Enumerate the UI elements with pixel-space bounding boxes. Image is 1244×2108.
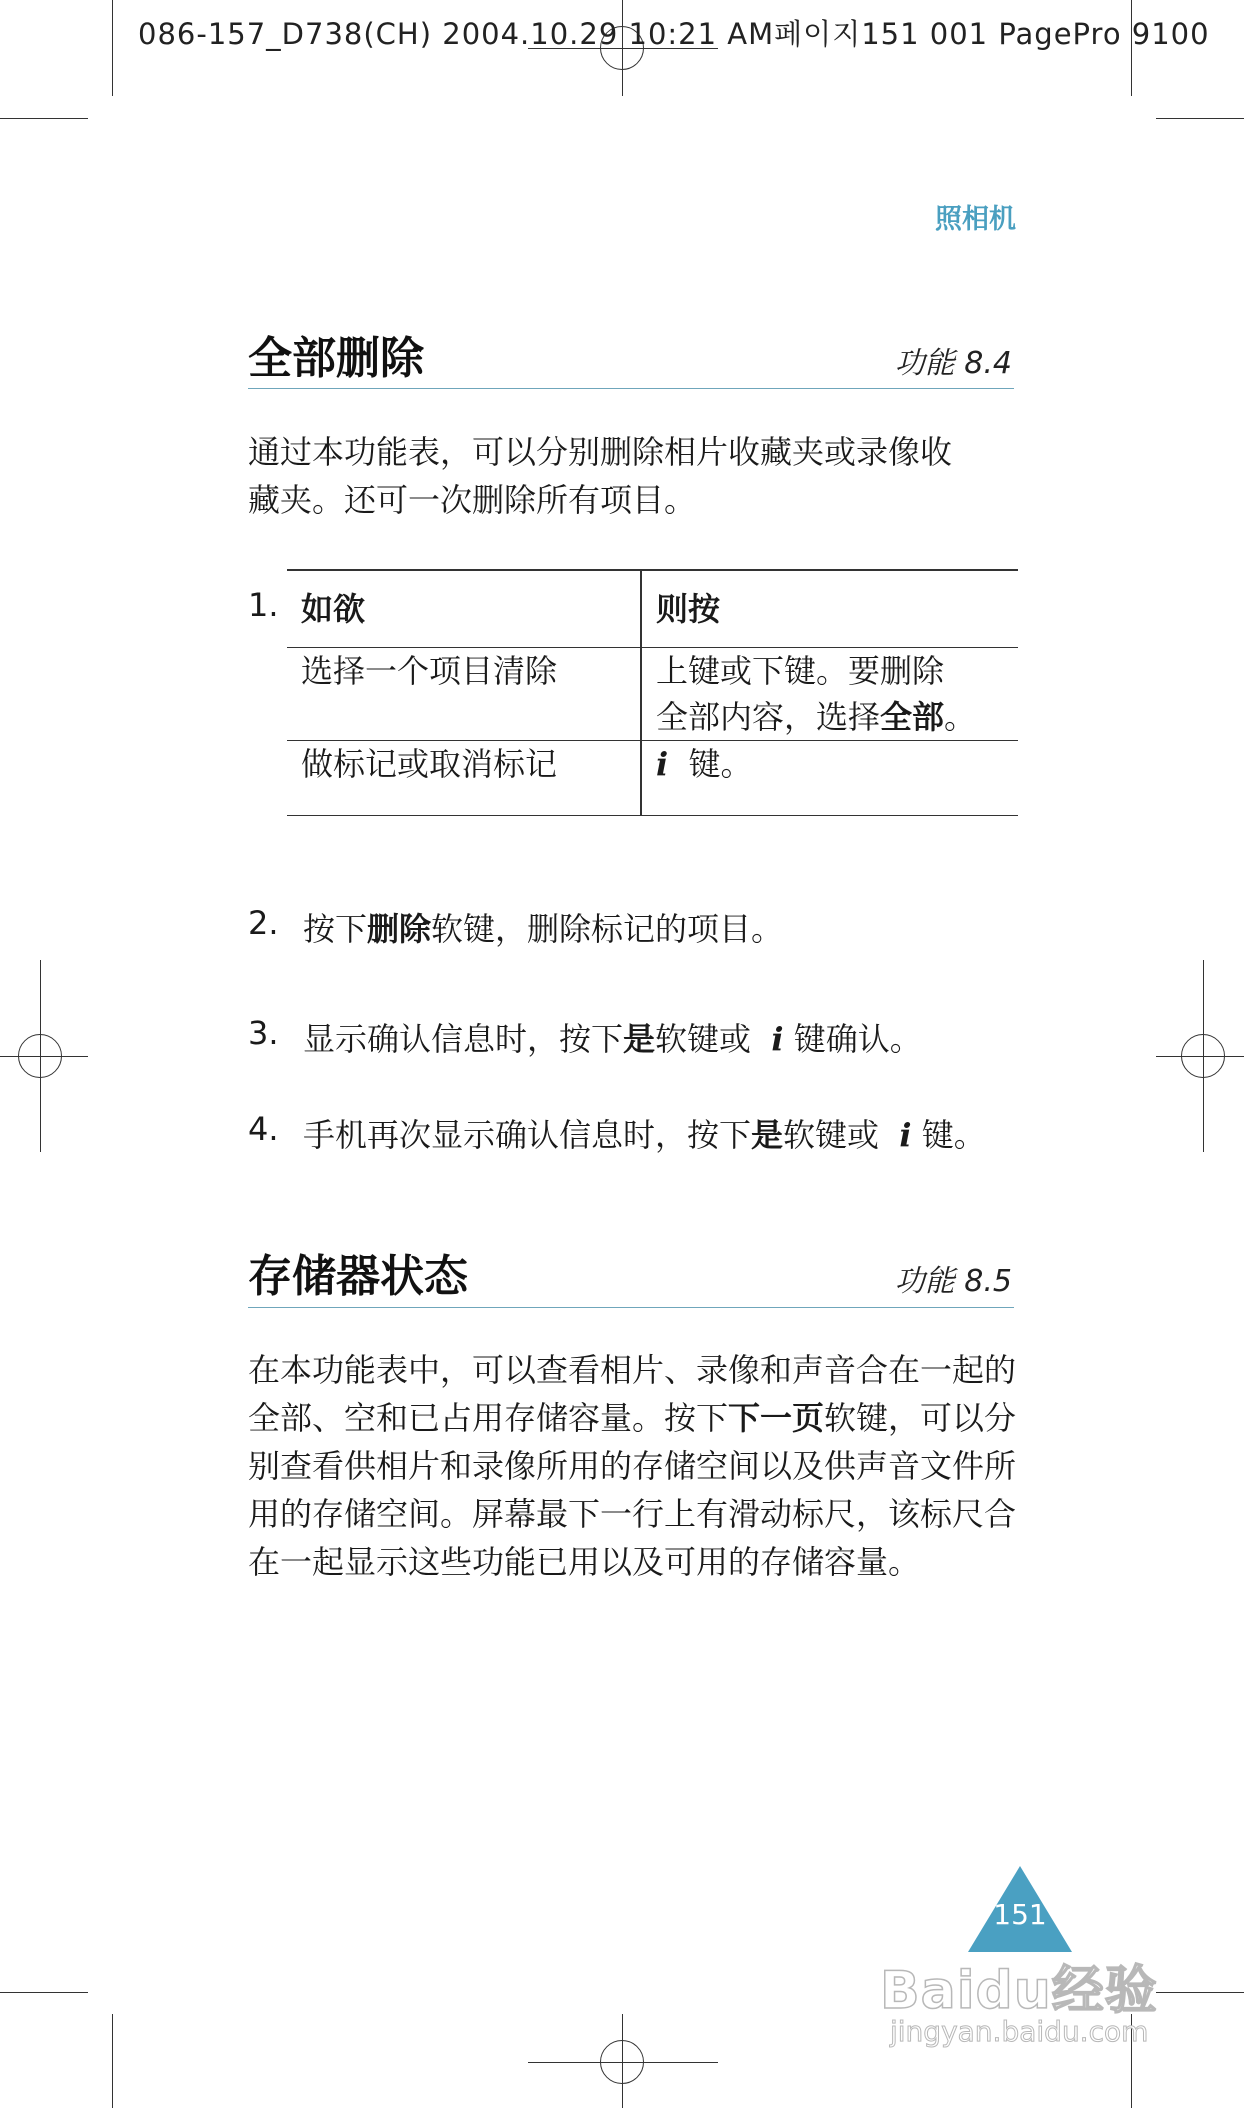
section-title: 全部删除 bbox=[248, 333, 424, 384]
registration-circle bbox=[18, 1034, 62, 1078]
cell-line: 上键或下键。要删除 bbox=[656, 652, 945, 690]
i-key-icon: i bbox=[656, 745, 669, 783]
i-key-icon: i bbox=[899, 1116, 912, 1154]
i-key-icon: i bbox=[771, 1020, 784, 1058]
table-cell: 做标记或取消标记 bbox=[287, 741, 641, 816]
step-fragment: 键。 bbox=[921, 1116, 986, 1154]
table-cell bbox=[641, 741, 1018, 816]
table-cell bbox=[641, 648, 1018, 741]
step-fragment: 按下 bbox=[303, 910, 368, 948]
step-fragment: 显示确认信息时，按下 bbox=[303, 1020, 624, 1058]
table-header: 如欲 bbox=[287, 570, 641, 648]
step-number: 2. bbox=[248, 904, 279, 942]
cell-line bbox=[656, 694, 1004, 740]
table-header: 则按 bbox=[641, 570, 1018, 648]
crop-mark bbox=[1156, 1992, 1244, 1993]
intro-line: 通过本功能表，可以分别删除相片收藏夹或录像收 bbox=[248, 433, 953, 471]
cell-text: 键。 bbox=[688, 745, 753, 783]
watermark-url: jingyan.baidu.com bbox=[890, 2015, 1149, 2048]
step-fragment: 键确认。 bbox=[793, 1020, 922, 1058]
crop-mark bbox=[1156, 118, 1244, 119]
section-rule bbox=[248, 388, 1014, 389]
cell-text: 。 bbox=[944, 698, 977, 736]
body-bold: 下一页 bbox=[728, 1399, 825, 1437]
step-text bbox=[303, 1014, 922, 1060]
step-text bbox=[303, 1110, 986, 1156]
table-row bbox=[287, 741, 1018, 816]
registration-circle bbox=[600, 2040, 644, 2084]
step-number: 4. bbox=[248, 1110, 279, 1148]
step-bold: 是 bbox=[751, 1116, 784, 1154]
body-text: 软键，可以分别查看供相片和录像所用的存储空间以及供声音文件所用的存储空间。屏幕最下一行上有滑动标尺，该标尺合在一起显示这些功能已用以及可用的存储容量。 bbox=[248, 1399, 1017, 1581]
section-intro bbox=[248, 428, 1018, 524]
body-text: 在本功能表中，可以查看相片、录像和声音合在一起的全部、空和已占用存储容量。按下 bbox=[248, 1351, 1017, 1437]
watermark-logo: Baidu经验 bbox=[880, 1961, 1158, 2021]
crop-mark bbox=[0, 1992, 88, 1993]
table-row bbox=[287, 648, 1018, 741]
crop-mark bbox=[0, 118, 88, 119]
step-fragment: 软键或 bbox=[655, 1020, 752, 1058]
step-bold: 删除 bbox=[367, 910, 432, 948]
step-text bbox=[303, 904, 783, 950]
section-body bbox=[248, 1346, 1018, 1586]
step-number: 1. bbox=[248, 586, 279, 624]
intro-line: 藏夹。还可一次删除所有项目。 bbox=[248, 481, 697, 519]
cell-bold: 全部 bbox=[880, 698, 945, 736]
step-number: 3. bbox=[248, 1014, 279, 1052]
step-fragment: 软键，删除标记的项目。 bbox=[431, 910, 784, 948]
page-number: 151 bbox=[993, 1898, 1047, 1931]
print-slug: 086-157_D738(CH) 2004.10.29 10:21 AM페이지151 001 PagePro 9100 bbox=[138, 17, 1210, 51]
step-fragment: 软键或 bbox=[783, 1116, 880, 1154]
function-number: 功能 8.5 bbox=[894, 1264, 1012, 1299]
section-title: 存储器状态 bbox=[248, 1251, 468, 1302]
function-number: 功能 8.4 bbox=[894, 346, 1012, 381]
steps-table bbox=[287, 569, 1018, 816]
section-rule bbox=[248, 1307, 1014, 1308]
chapter-title: 照相机 bbox=[935, 204, 1016, 235]
registration-circle bbox=[1181, 1034, 1225, 1078]
table-cell: 选择一个项目清除 bbox=[287, 648, 641, 741]
step-fragment: 手机再次显示确认信息时，按下 bbox=[303, 1116, 752, 1154]
crop-mark bbox=[112, 0, 113, 96]
cell-text: 全部内容，选择 bbox=[656, 698, 881, 736]
crop-mark bbox=[112, 2014, 113, 2108]
step-bold: 是 bbox=[623, 1020, 656, 1058]
